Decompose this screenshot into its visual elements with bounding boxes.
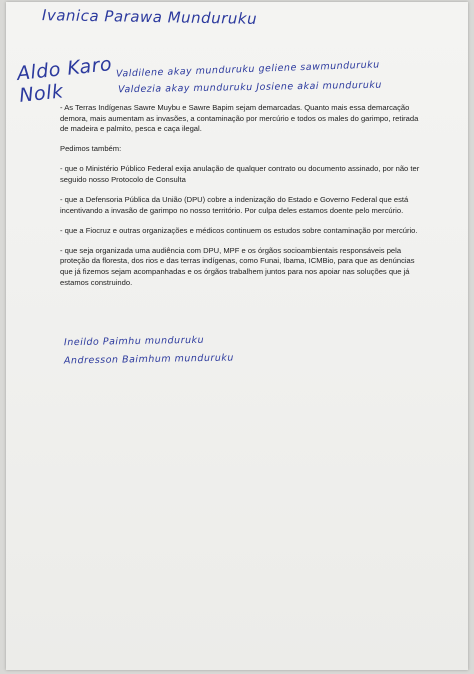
document-body: [60, 103, 428, 298]
paragraph-audiencia: - que seja organizada uma audiência com DPU, MPF e os órgãos socioambientais responsáveis pela proteção da floresta, dos rios e das terras indígenas, como Funai, Ibama, ICMBio, para que as denúncias que já fizemos sejam acompanhadas e os órgãos trabalhem juntos para nos apoiar nas soluções que já estamos construindo.: [60, 245, 415, 287]
handwritten-name-1: Ivanica Parawa Munduruku: [41, 6, 258, 28]
handwritten-name-2b: Nolk: [18, 80, 65, 107]
paragraph-mpf: - que o Ministério Público Federal exija anulação de qualquer contrato ou documento assinado, por não ter seguido nosso Protocolo de Consulta: [60, 164, 420, 184]
document-page: [6, 2, 468, 670]
paragraph-dpu: - que a Defensoria Pública da União (DPU) cobre a indenização do Estado e Governo Federal que está incentivando a invasão de garimpo no nosso território. Por culpa deles estamos doente pelo mercúrio.: [60, 195, 409, 215]
handwritten-signature-2: Andresson Baimhum munduruku: [63, 352, 234, 367]
handwritten-name-4: Valdezia akay munduruku Josiene akai munduruku: [117, 79, 382, 96]
paragraph-fiocruz: - que a Fiocruz e outras organizações e médicos continuem os estudos sobre contaminação por mercúrio.: [60, 225, 418, 235]
paragraph-demarcation: - As Terras Indígenas Sawre Muybu e Sawre Bapim sejam demarcadas. Quanto mais essa demarcação demora, mais aumentam as invasões, a contaminação por mercúrio e todos os males do garimpo, retirada de madeira e palmito, pesca e caça ilegal.: [60, 103, 419, 134]
handwritten-name-2a: Aldo Karo: [15, 53, 114, 85]
handwritten-name-3: Valdilene akay munduruku geliene sawmunduruku: [115, 59, 380, 80]
paragraph-intro: Pedimos também:: [60, 144, 122, 154]
handwritten-name-2: [16, 53, 115, 107]
handwritten-signature-1: Ineildo Paimhu munduruku: [63, 334, 205, 349]
